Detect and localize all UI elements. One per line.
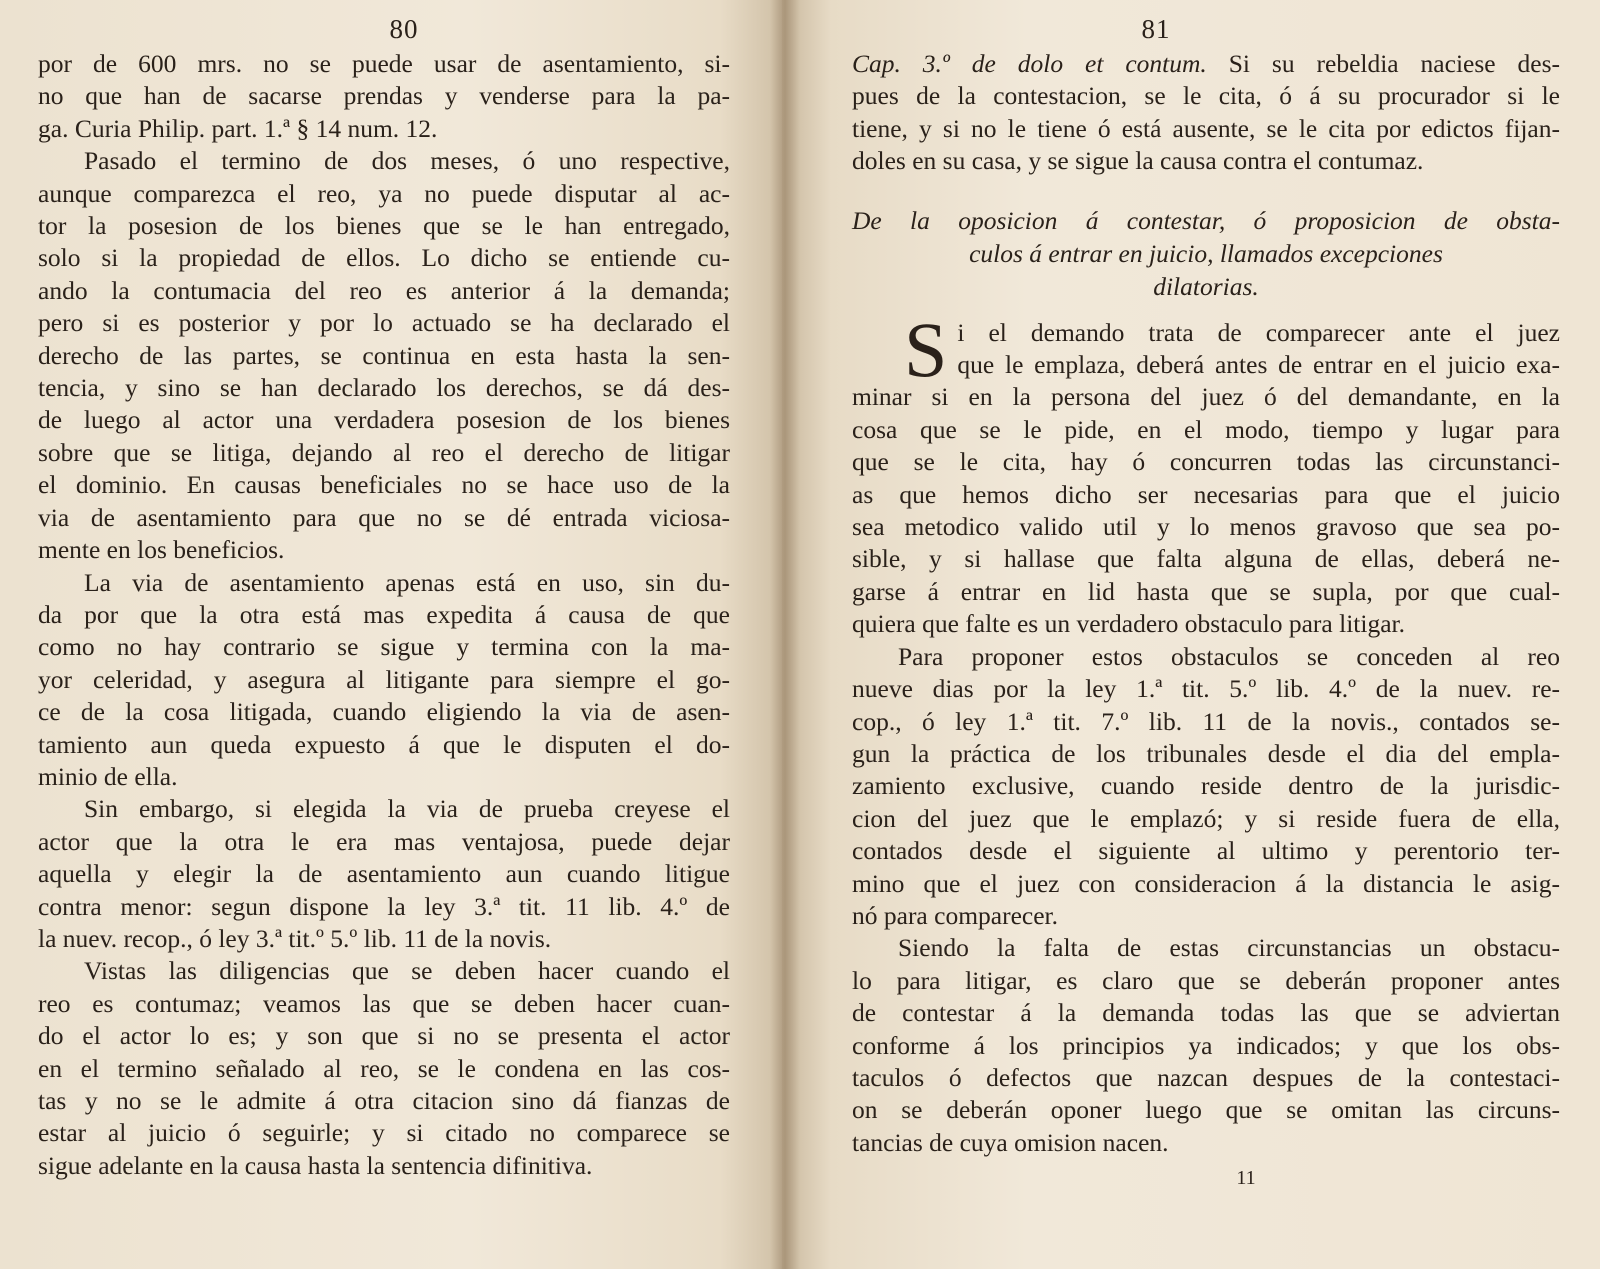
- text-line: cop., ó ley 1.ª tit. 7.º lib. 11 de la novis., contados se-: [852, 706, 1560, 736]
- text-line: do el actor lo es; y son que si no se presenta el actor: [38, 1021, 730, 1051]
- opening-paragraph: Cap. 3.º de dolo et contum. Si su rebeldia naciese des- pues de la contestacion, se le cita, ó á su procurador si le tiene, y si no le tiene ó está ausente, se le cita por edictos fijan- doles en su casa, y se sigue la causa contra el contumaz.: [852, 49, 1560, 176]
- text-line: sible, y si hallase que falta alguna de ellas, deberá ne-: [852, 544, 1560, 574]
- text-line: por de 600 mrs. no se puede usar de asentamiento, si-: [38, 49, 730, 78]
- text-line: tamiento aun queda expuesto á que le disputen el do-: [38, 729, 730, 759]
- text-line: Sin embargo, si elegida la via de prueba creyese el: [84, 794, 730, 824]
- text-line: no que han de sacarse prendas y venderse para la pa-: [38, 81, 730, 111]
- text-line: nueve dias por la ley 1.ª tit. 5.º lib. 4.º de la nuev. re-: [852, 674, 1560, 704]
- text-line: que le emplaza, deberá antes de entrar en el juicio exa-: [957, 350, 1560, 380]
- text-line: de contestar á la demanda todas las que se adviertan: [852, 998, 1560, 1028]
- paragraph: [852, 641, 1560, 933]
- text-line: conforme á los principios ya indicados; y que los obs-: [852, 1030, 1560, 1060]
- text-line: ando la contumacia del reo es anterior á la demanda;: [38, 275, 730, 305]
- text-line: sigue adelante en la causa hasta la sentencia difinitiva.: [38, 1150, 593, 1180]
- section-heading: De la oposicion á contestar, ó proposicion de obsta- culos á entrar en juicio, llamados excepciones dilatorias.: [852, 205, 1560, 301]
- left-page: [0, 0, 782, 1269]
- text-line: estar al juicio ó seguirle; y si citado no comparece se: [38, 1118, 730, 1148]
- text-line: garse á entrar en lid hasta que se supla, por que cual-: [852, 576, 1560, 606]
- text-line: ga. Curia Philip. part. 1.ª § 14 num. 12.: [38, 113, 438, 143]
- text-line: cosa que se le pide, en el modo, tiempo y lugar para: [852, 414, 1560, 444]
- text-line: tas y no se le admite á otra citacion sino dá fianzas de: [38, 1086, 730, 1115]
- text-line: lo para litigar, es claro que se deberán proponer antes: [852, 965, 1560, 995]
- left-page-body: [38, 48, 730, 1182]
- text-line: aunque comparezca el reo, ya no puede disputar al ac-: [38, 178, 730, 208]
- paragraph: [852, 932, 1560, 1159]
- text-line: solo si la propiedad de ellos. Lo dicho se entiende cu-: [38, 243, 730, 273]
- page-number-right: 81: [1141, 14, 1171, 44]
- chapter-citation: Cap. 3.º de dolo et contum.: [852, 49, 1207, 78]
- text-line: i el demando trata de comparecer ante el juez: [957, 317, 1560, 347]
- text-line: gun la práctica de los tribunales desde el dia del empla-: [852, 738, 1560, 768]
- text-line: el dominio. En causas beneficiales no se hace uso de la: [38, 470, 730, 500]
- text-line: zamiento exclusive, cuando reside dentro de la jurisdic-: [852, 771, 1560, 801]
- text-line: aquella y elegir la de asentamiento aun cuando litigue: [38, 859, 730, 889]
- text-line: minar si en la persona del juez ó del demandante, en la: [852, 382, 1560, 412]
- text-line: tor la posesion de los bienes que se le han entregado,: [38, 211, 730, 241]
- text-line: yor celeridad, y asegura al litigante para siempre el go-: [38, 664, 730, 694]
- text-line: mente en los beneficios.: [38, 535, 285, 565]
- text-line: cion del juez que le emplazó; y si reside fuera de ella,: [852, 803, 1560, 833]
- text-line: que se le cita, hay ó concurren todas las circunstanci-: [852, 447, 1560, 477]
- text-line: sobre que se litiga, dejando al reo el derecho de litigar: [38, 437, 730, 467]
- text-line: tencia, y sino se han declarado los derechos, se dá des-: [38, 373, 730, 403]
- paragraph: [38, 48, 730, 145]
- text-line: as que hemos dicho ser necesarias para que el juicio: [852, 479, 1560, 509]
- text-line: Vistas las diligencias que se deben hacer cuando el: [84, 956, 730, 986]
- text-line: taculos ó defectos que nazcan despues de la contestaci-: [852, 1062, 1560, 1092]
- text-line: contados desde el siguiente al ultimo y perentorio ter-: [852, 836, 1560, 866]
- text-line: reo es contumaz; veamos las que se deben hacer cuan-: [38, 988, 730, 1018]
- text-line: Para proponer estos obstaculos se conceden al reo: [898, 641, 1560, 671]
- text-line: pero si es posterior y por lo actuado se ha declarado el: [38, 308, 730, 338]
- right-page: [782, 0, 1600, 1269]
- text-line: da por que la otra está mas expedita á causa de que: [38, 599, 730, 629]
- text-line: tancias de cuya omision nacen.: [852, 1127, 1169, 1157]
- text-line: quiera que falte es un verdadero obstaculo para litigar.: [852, 609, 1405, 639]
- text-line: mino que el juez con consideracion á la distancia le asig-: [852, 868, 1560, 898]
- right-page-body: [852, 48, 1560, 1191]
- text-line: Siendo la falta de estas circunstancias un obstacu-: [898, 933, 1560, 963]
- drop-cap: S: [904, 305, 948, 393]
- paragraph: [38, 955, 730, 1182]
- text-line: sea metodico valido util y lo menos gravoso que sea po-: [852, 512, 1560, 542]
- paragraph: [38, 145, 730, 566]
- text-line: on se deberán oponer luego que se omitan las circuns-: [852, 1095, 1560, 1125]
- paragraph: [38, 793, 730, 955]
- signature-mark: 11: [1236, 1167, 1256, 1190]
- text-line: la nuev. recop., ó ley 3.ª tit.º 5.º lib. 11 de la novis.: [38, 923, 552, 953]
- paragraph: [38, 567, 730, 794]
- paragraph: [852, 305, 1560, 641]
- text-line: Pasado el termino de dos meses, ó uno respective,: [84, 146, 730, 176]
- page-number-left: 80: [389, 14, 419, 44]
- text-line: como no hay contrario se sigue y termina con la ma-: [38, 632, 730, 662]
- text-line: contra menor: segun dispone la ley 3.ª tit. 11 lib. 4.º de: [38, 891, 730, 921]
- text-line: minio de ella.: [38, 761, 178, 791]
- text-line: de luego al actor una verdadera posesion de los bienes: [38, 405, 730, 435]
- text-line: derecho de las partes, se continua en esta hasta la sen-: [38, 340, 730, 370]
- text-line: via de asentamiento para que no se dé entrada viciosa-: [38, 502, 730, 532]
- right-paragraphs: [852, 305, 1560, 1160]
- text-line: ce de la cosa litigada, cuando eligiendo la via de asen-: [38, 697, 730, 727]
- text-line: en el termino señalado al reo, se le condena en las cos-: [38, 1053, 730, 1083]
- text-line: La via de asentamiento apenas está en uso, sin du-: [84, 567, 730, 597]
- text-line: nó para comparecer.: [852, 900, 1059, 930]
- text-line: actor que la otra le era mas ventajosa, puede dejar: [38, 826, 730, 856]
